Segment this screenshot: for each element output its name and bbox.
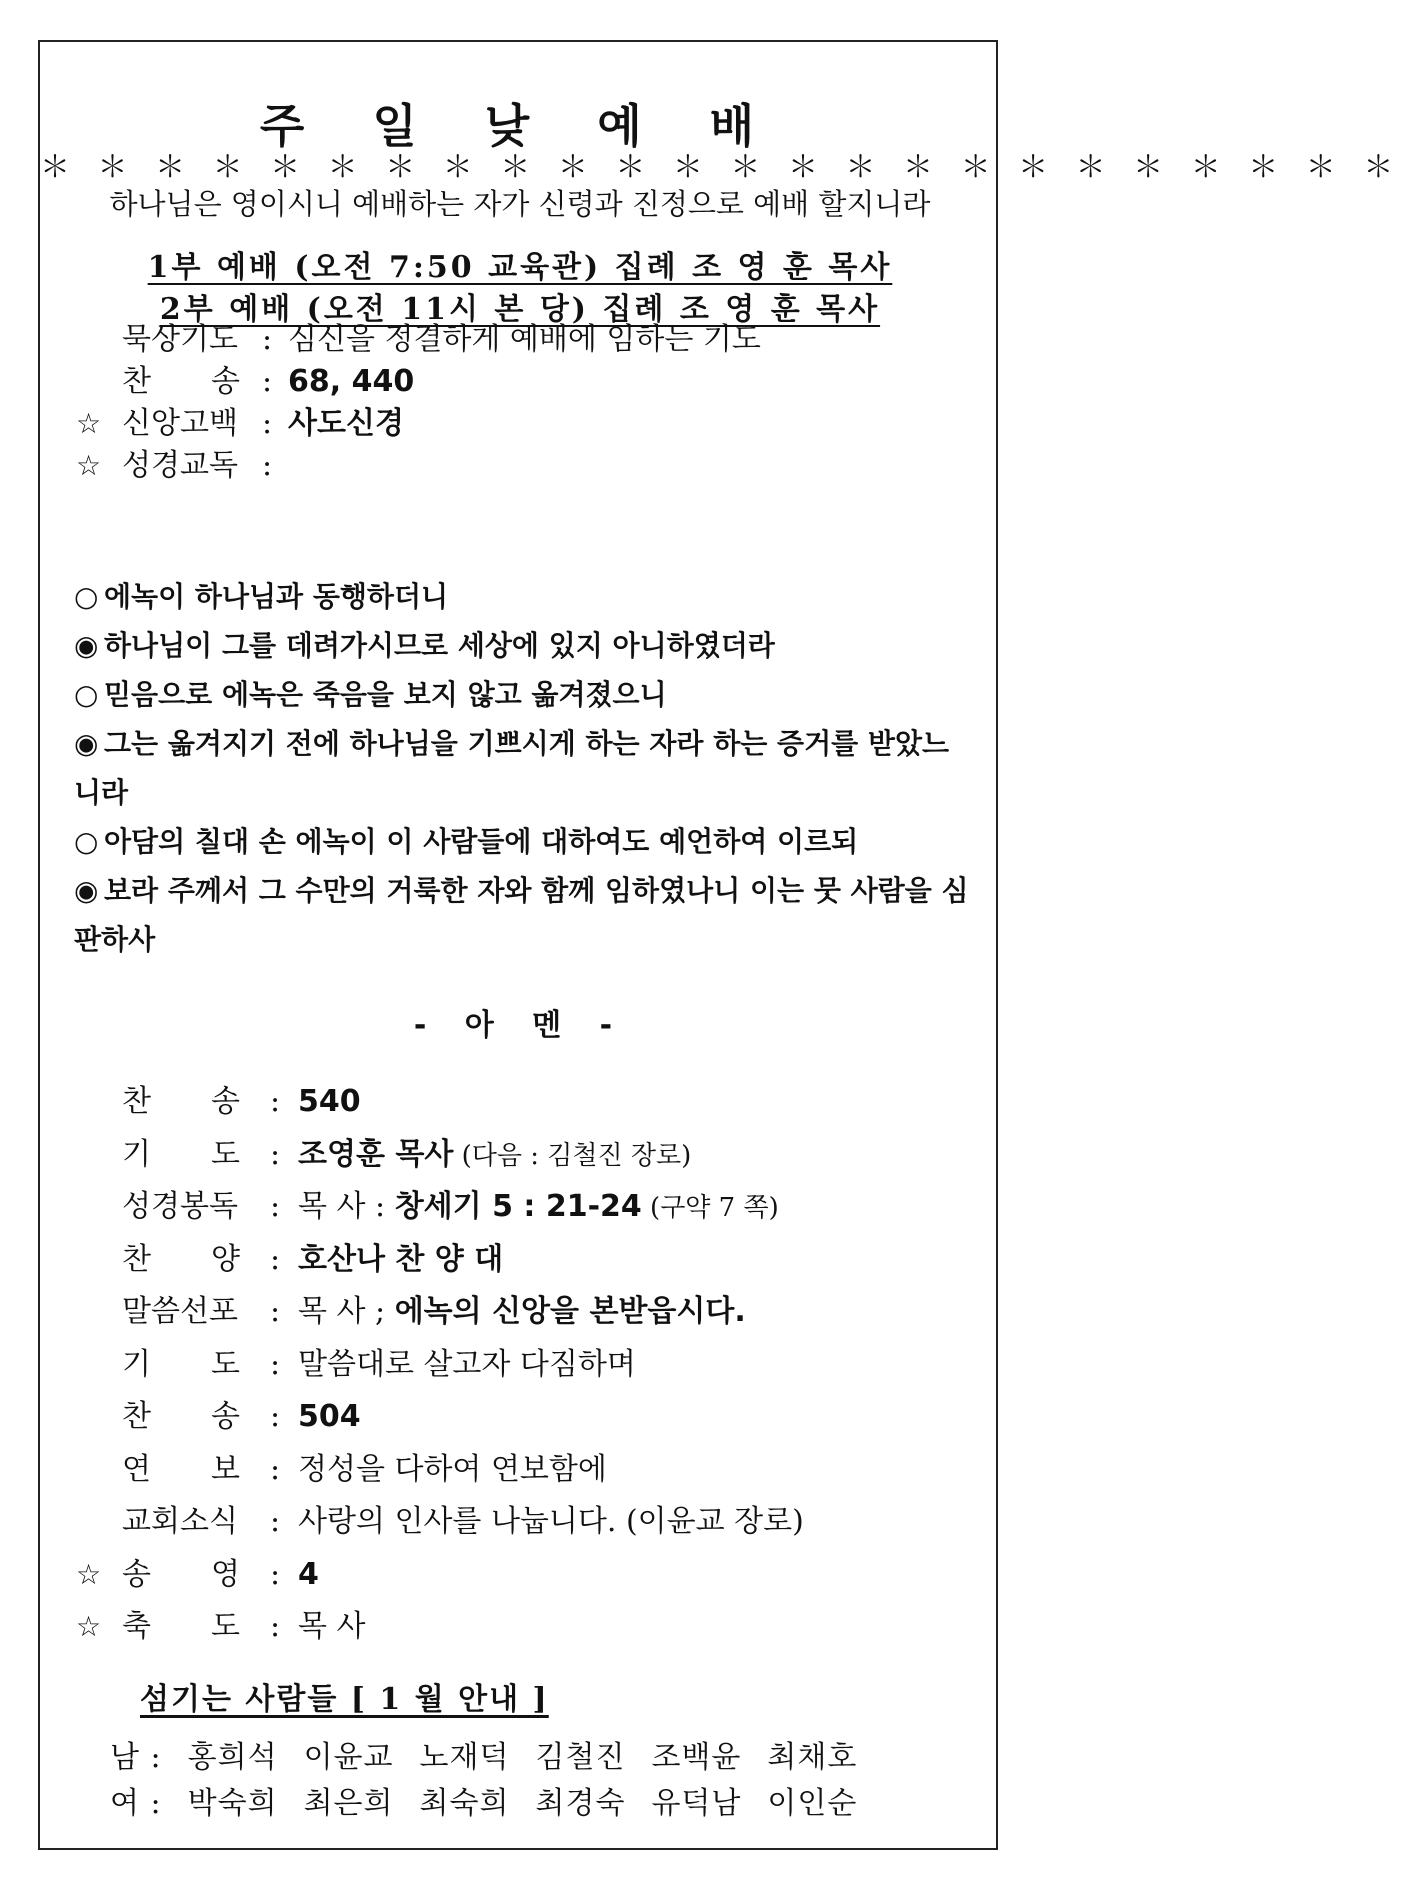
service-2: 2부 예배 (오전 11시 본 당) 집례 조 영 훈 목사 [159, 292, 881, 327]
order-value: 목 사 [298, 1609, 366, 1644]
order-value: 540 [298, 1084, 361, 1119]
verse-line: ◉ 보라 주께서 그 수만의 거룩한 자와 함께 임하였나니 이는 뭇 사람을 심판하사 [74, 866, 974, 964]
verse-line: ◉ 하나님이 그를 데려가시므로 세상에 있지 아니하였더라 [74, 621, 974, 670]
order-row [40, 320, 1000, 360]
order-colon: : [270, 1556, 281, 1592]
order-row [40, 1082, 1000, 1122]
order-colon: : [262, 448, 273, 483]
order-label: 교회소식 [122, 1504, 238, 1539]
order-value: 68, 440 [288, 364, 415, 399]
order-row [40, 1397, 1000, 1437]
server-name: 최숙희 [419, 1786, 510, 1821]
servers-women [110, 1778, 883, 1822]
order-row [40, 404, 1000, 444]
verse-mark: ○ [74, 580, 99, 613]
server-name: 최은희 [303, 1786, 394, 1821]
service-1: 1부 예배 (오전 7:50 교육관) 집례 조 영 훈 목사 [147, 250, 893, 285]
order-row [40, 362, 1000, 402]
order-label: 성경봉독 [122, 1189, 238, 1224]
order-label: 기 도 [122, 1136, 240, 1172]
star-mark: ☆ [76, 1610, 102, 1643]
men-label: 남 : [110, 1740, 162, 1775]
server-name: 유덕남 [651, 1786, 742, 1821]
order-colon: : [270, 1241, 281, 1277]
server-name: 최경숙 [535, 1786, 626, 1821]
verse-mark: ◉ [74, 874, 99, 907]
order-label: 기 도 [122, 1346, 240, 1382]
order-row [40, 1607, 1000, 1647]
order-value: 사랑의 인사를 나눕니다. (이윤교 장로) [298, 1504, 804, 1539]
server-name: 김철진 [535, 1740, 626, 1775]
order-label: 찬 양 [122, 1241, 240, 1277]
order-value: 조영훈 목사 (다음 : 김철진 장로) [298, 1136, 692, 1172]
verse-line: ○ 믿음으로 에녹은 죽음을 보지 않고 옮겨졌으니 [74, 670, 974, 719]
servers-men [110, 1732, 883, 1776]
order-colon: : [262, 364, 273, 399]
star-mark: ☆ [76, 407, 102, 440]
server-name: 최채호 [767, 1740, 858, 1775]
order-colon: : [270, 1294, 281, 1329]
order-label: 성경교독 [122, 448, 238, 483]
order-value: 목 사 ; 에녹의 신앙을 본받읍시다. [298, 1294, 746, 1329]
order-label: 묵상기도 [122, 322, 238, 357]
order-row [40, 1345, 1000, 1385]
server-name: 노재덕 [419, 1740, 510, 1775]
order-colon: : [270, 1451, 281, 1487]
server-name: 홍희석 [187, 1740, 278, 1775]
verse-line: ○ 에녹이 하나님과 동행하더니 [74, 572, 974, 621]
verse-mark: ○ [74, 825, 99, 858]
responsive-reading [74, 572, 974, 964]
order-colon: : [270, 1346, 281, 1382]
order-value: 4 [298, 1556, 319, 1592]
order-colon: : [270, 1136, 281, 1172]
order-value: 심신을 정결하게 예배에 임하는 기도 [288, 322, 761, 357]
order-row [40, 1240, 1000, 1280]
verse-line: ○ 아담의 칠대 손 에녹이 이 사람들에 대하여도 예언하여 이르되 [74, 817, 974, 866]
star-mark: ☆ [76, 1557, 102, 1591]
order-colon: : [270, 1399, 281, 1434]
women-label: 여 : [110, 1786, 162, 1821]
order-label: 연 보 [122, 1451, 240, 1487]
order-label: 축 도 [122, 1609, 240, 1644]
order-row [40, 1187, 1000, 1227]
verse-mark: ○ [74, 678, 99, 711]
order-row [40, 1135, 1000, 1175]
order-label: 신앙고백 [122, 406, 238, 441]
order-label: 찬 송 [122, 1084, 240, 1119]
bulletin-frame [38, 40, 1402, 1850]
order-colon: : [262, 322, 273, 357]
order-colon: : [270, 1189, 281, 1224]
server-name: 박숙희 [187, 1786, 278, 1821]
server-name: 조백윤 [651, 1740, 742, 1775]
order-value: 정성을 다하여 연보함에 [298, 1451, 607, 1487]
order-row [40, 1450, 1000, 1490]
order-colon: : [270, 1504, 281, 1539]
servers-title: 섬기는 사람들 [ 1 월 안내 ] [140, 1682, 549, 1717]
page-title: 주 일 낮 예 배 [259, 99, 781, 153]
star-mark: ☆ [76, 449, 102, 482]
verse-line: ◉ 그는 옮겨지기 전에 하나님을 기쁘시게 하는 자라 하는 증거를 받았느니라 [74, 719, 974, 817]
server-name: 이인순 [767, 1786, 858, 1821]
order-label: 송 영 [122, 1556, 240, 1592]
order-colon: : [262, 406, 273, 441]
order-label: 찬 송 [122, 364, 240, 399]
order-row [40, 1502, 1000, 1542]
order-value: 말씀대로 살고자 다짐하며 [298, 1346, 636, 1382]
amen: - 아 멘 - [413, 1008, 627, 1043]
order-value: 사도신경 [288, 406, 404, 441]
star-divider: ＊ ＊ ＊ ＊ ＊ ＊ ＊ ＊ ＊ ＊ ＊ ＊ ＊ ＊ ＊ ＊ ＊ ＊ ＊ ＊ ＊ ＊ ＊ ＊ [40, 150, 1402, 185]
order-value: 호산나 찬 양 대 [298, 1241, 504, 1277]
order-value: 목 사 : 창세기 5 : 21-24 (구약 7 쪽) [298, 1189, 779, 1224]
order-row [40, 1555, 1000, 1595]
verse-mark: ◉ [74, 629, 99, 662]
verse-mark: ◉ [74, 727, 99, 760]
order-row [40, 446, 1000, 486]
order-value: 504 [298, 1399, 361, 1434]
server-name: 이윤교 [303, 1740, 394, 1775]
order-label: 찬 송 [122, 1399, 240, 1434]
order-colon: : [270, 1084, 281, 1119]
order-colon: : [270, 1609, 281, 1644]
motto: 하나님은 영이시니 예배하는 자가 신령과 진정으로 예배 할지니라 [109, 187, 931, 221]
order-label: 말씀선포 [122, 1294, 238, 1329]
order-row [40, 1292, 1000, 1332]
